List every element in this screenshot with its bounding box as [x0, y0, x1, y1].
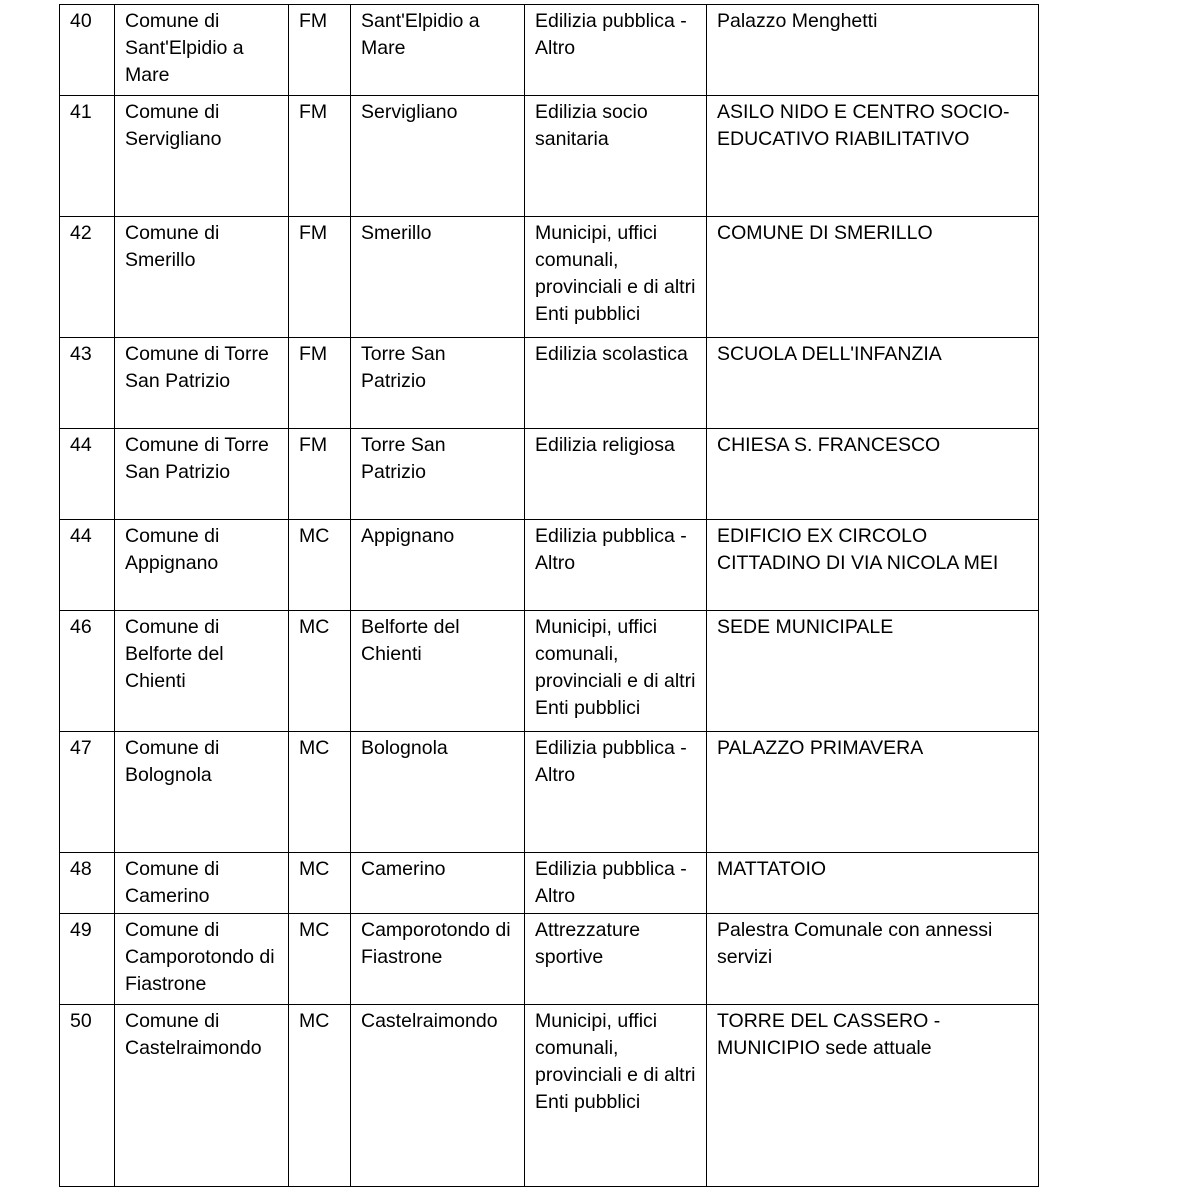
row-number: 44 [60, 429, 115, 520]
locality-cell: Castelraimondo [351, 1005, 525, 1187]
building-type-cell: Municipi, uffici comunali, provinciali e di altri Enti pubblici [525, 1005, 707, 1187]
building-type-cell: Edilizia pubblica - Altro [525, 520, 707, 611]
province-cell: FM [289, 96, 351, 217]
building-type-cell: Municipi, uffici comunali, provinciali e di altri Enti pubblici [525, 611, 707, 732]
comune-cell: Comune di Camerino [115, 853, 289, 914]
locality-cell: Sant'Elpidio a Mare [351, 5, 525, 96]
comune-cell: Comune di Appignano [115, 520, 289, 611]
row-number: 48 [60, 853, 115, 914]
row-number: 40 [60, 5, 115, 96]
province-cell: FM [289, 429, 351, 520]
comune-cell: Comune di Camporotondo di Fiastrone [115, 914, 289, 1005]
building-name-cell: MATTATOIO [707, 853, 1039, 914]
province-cell: MC [289, 520, 351, 611]
building-type-cell: Edilizia scolastica [525, 338, 707, 429]
row-number: 47 [60, 732, 115, 853]
building-name-cell: PALAZZO PRIMAVERA [707, 732, 1039, 853]
table-row [60, 853, 1039, 914]
building-type-cell: Attrezzature sportive [525, 914, 707, 1005]
locality-cell: Belforte del Chienti [351, 611, 525, 732]
comune-cell: Comune di Bolognola [115, 732, 289, 853]
province-cell: MC [289, 1005, 351, 1187]
row-number: 43 [60, 338, 115, 429]
building-type-cell: Edilizia pubblica - Altro [525, 732, 707, 853]
buildings-table [59, 4, 1039, 1187]
comune-cell: Comune di Smerillo [115, 217, 289, 338]
locality-cell: Camporotondo di Fiastrone [351, 914, 525, 1005]
table-row [60, 5, 1039, 96]
table-row [60, 429, 1039, 520]
province-cell: MC [289, 914, 351, 1005]
building-type-cell: Municipi, uffici comunali, provinciali e di altri Enti pubblici [525, 217, 707, 338]
locality-cell: Torre San Patrizio [351, 429, 525, 520]
row-number: 44 [60, 520, 115, 611]
comune-cell: Comune di Belforte del Chienti [115, 611, 289, 732]
building-type-cell: Edilizia religiosa [525, 429, 707, 520]
row-number: 46 [60, 611, 115, 732]
row-number: 42 [60, 217, 115, 338]
building-name-cell: TORRE DEL CASSERO - MUNICIPIO sede attuale [707, 1005, 1039, 1187]
building-name-cell: COMUNE DI SMERILLO [707, 217, 1039, 338]
building-name-cell: ASILO NIDO E CENTRO SOCIO-EDUCATIVO RIABILITATIVO [707, 96, 1039, 217]
building-name-cell: Palazzo Menghetti [707, 5, 1039, 96]
locality-cell: Camerino [351, 853, 525, 914]
locality-cell: Bolognola [351, 732, 525, 853]
building-name-cell: SEDE MUNICIPALE [707, 611, 1039, 732]
province-cell: FM [289, 217, 351, 338]
comune-cell: Comune di Castelraimondo [115, 1005, 289, 1187]
building-name-cell: CHIESA S. FRANCESCO [707, 429, 1039, 520]
building-type-cell: Edilizia pubblica - Altro [525, 5, 707, 96]
table-row [60, 732, 1039, 853]
locality-cell: Torre San Patrizio [351, 338, 525, 429]
locality-cell: Servigliano [351, 96, 525, 217]
building-type-cell: Edilizia pubblica - Altro [525, 853, 707, 914]
building-type-cell: Edilizia socio sanitaria [525, 96, 707, 217]
province-cell: MC [289, 611, 351, 732]
table-row [60, 520, 1039, 611]
table-row [60, 1005, 1039, 1187]
row-number: 50 [60, 1005, 115, 1187]
comune-cell: Comune di Torre San Patrizio [115, 429, 289, 520]
comune-cell: Comune di Sant'Elpidio a Mare [115, 5, 289, 96]
row-number: 49 [60, 914, 115, 1005]
row-number: 41 [60, 96, 115, 217]
locality-cell: Smerillo [351, 217, 525, 338]
building-name-cell: Palestra Comunale con annessi servizi [707, 914, 1039, 1005]
building-name-cell: EDIFICIO EX CIRCOLO CITTADINO DI VIA NICOLA MEI [707, 520, 1039, 611]
province-cell: FM [289, 338, 351, 429]
table-row [60, 914, 1039, 1005]
province-cell: MC [289, 732, 351, 853]
table-row [60, 96, 1039, 217]
table-row [60, 611, 1039, 732]
building-name-cell: SCUOLA DELL'INFANZIA [707, 338, 1039, 429]
comune-cell: Comune di Torre San Patrizio [115, 338, 289, 429]
table-row [60, 217, 1039, 338]
comune-cell: Comune di Servigliano [115, 96, 289, 217]
province-cell: FM [289, 5, 351, 96]
table-row [60, 338, 1039, 429]
province-cell: MC [289, 853, 351, 914]
locality-cell: Appignano [351, 520, 525, 611]
